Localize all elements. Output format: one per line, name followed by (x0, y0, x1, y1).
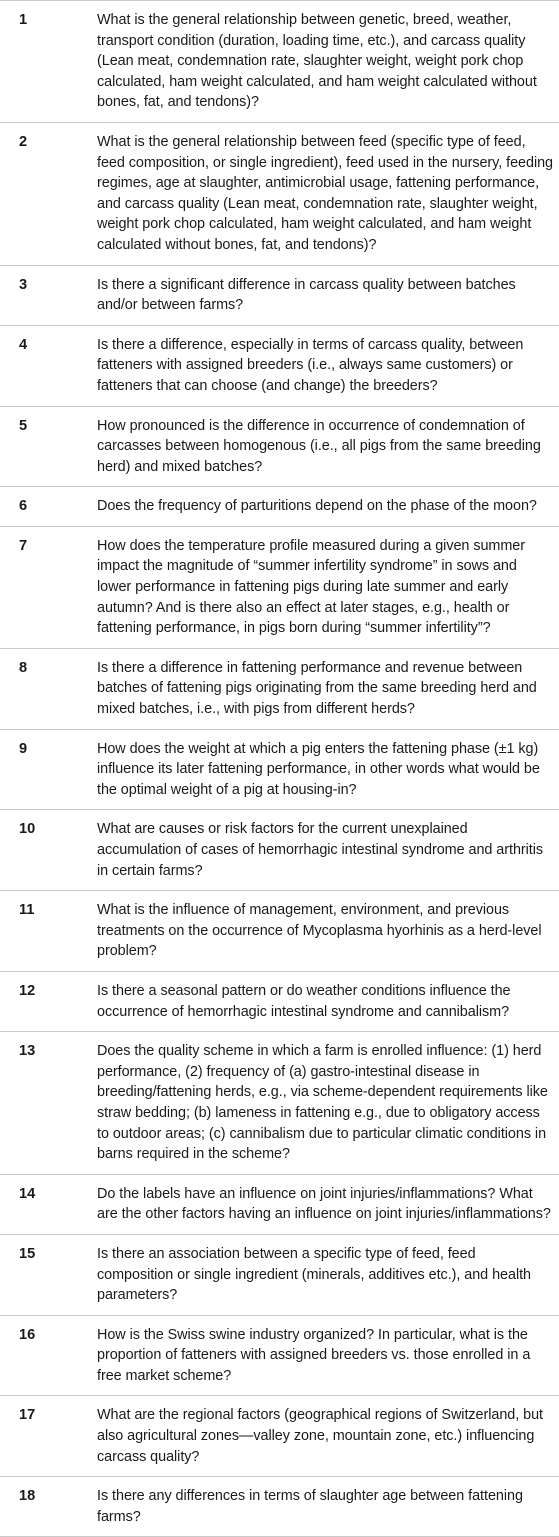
question-text: Is there a difference in fattening performance and revenue between batches of fattening pigs originating from the same breeding herd and mixed batches, i.e., with pigs from different herds? (97, 659, 537, 718)
table-row (0, 1174, 559, 1234)
question-number: 11 (19, 902, 35, 919)
table-row (0, 1396, 559, 1477)
table-row (0, 1477, 559, 1537)
table-row (0, 891, 559, 972)
question-number: 2 (19, 133, 28, 150)
question-text: Is there any differences in terms of slaughter age between fattening farms? (97, 1488, 523, 1525)
question-text: How does the temperature profile measured during a given summer impact the magnitude of “summer infertility syndrome” in sows and lower performance in fattening pigs during late summer and early autumn? And is there also an effect at later stages, e.g., health or fattening performance, in pigs born during “summer infertility”? (97, 537, 525, 637)
question-text: How is the Swiss swine industry organized? In particular, what is the proportion of fatteners with assigned breeders vs. those enrolled in a free market scheme? (97, 1326, 531, 1384)
question-text: How does the weight at which a pig enters the fattening phase (±1 kg) influence its later fattening performance, in other words what would be the optimal weight of a pig at housing-in? (97, 740, 540, 798)
question-number: 15 (19, 1245, 36, 1262)
question-text: What are the regional factors (geographical regions of Switzerland, but also agricultural zones—valley zone, mountain zone, etc.) influencing carcass quality? (97, 1407, 544, 1465)
questions-table-body (0, 1, 559, 1537)
question-number: 9 (19, 740, 28, 757)
question-text: How pronounced is the difference in occurrence of condemnation of carcasses between homogenous (i.e., all pigs from the same breeding herd) and mixed batches? (97, 417, 541, 475)
question-text: What is the influence of management, environment, and previous treatments on the occurrence of Mycoplasma hyorhinis as a herd-level problem? (97, 902, 542, 960)
question-text: Is there a difference, especially in terms of carcass quality, between fatteners with assigned breeders (i.e., always same customers) or fatteners that can choose (and change) the breeders? (97, 336, 524, 394)
table-row (0, 810, 559, 891)
question-text: Does the quality scheme in which a farm is enrolled influence: (1) herd performance, (2) frequency of (a) gastro-intestinal disease in breeding/fattening herds, e.g., via scheme-dependent requirements like straw bedding; (b) lameness in fattening e.g., due to obligatory access to outdoor areas; (c) cannibalism due to particular climatic conditions in barns required in the scheme? (97, 1043, 548, 1163)
question-text: Is there an association between a specific type of feed, feed composition or single ingredient (minerals, additives etc.), and health parameters? (97, 1245, 531, 1304)
question-text: Is there a seasonal pattern or do weather conditions influence the occurrence of hemorrhagic intestinal syndrome and cannibalism? (97, 982, 511, 1020)
question-number: 6 (19, 498, 28, 515)
question-number: 4 (19, 336, 28, 353)
table-row (0, 971, 559, 1031)
question-text: Is there a significant difference in carcass quality between batches and/or between farms? (97, 276, 516, 314)
question-number: 13 (19, 1043, 36, 1060)
question-text: What are causes or risk factors for the current unexplained accumulation of cases of hemorrhagic intestinal syndrome and arthritis in certain farms? (97, 821, 544, 879)
question-text: Does the frequency of parturitions depend on the phase of the moon? (97, 498, 537, 515)
table-row (0, 265, 559, 325)
question-number: 7 (19, 537, 28, 554)
table-row (0, 729, 559, 810)
question-number: 10 (19, 821, 36, 838)
question-number: 17 (19, 1407, 36, 1424)
question-number: 5 (19, 417, 28, 434)
question-number: 12 (19, 982, 36, 999)
table-row (0, 526, 559, 648)
question-text: What is the general relationship between genetic, breed, weather, transport condition (duration, loading time, etc.), and carcass quality (Lean meat, condemnation rate, slaughter weight, weight pork chop calculated, ham weight calculated, and ham weight calculated without bones, fat, and tendons)? (97, 12, 537, 111)
table-row (0, 1, 559, 123)
table-row (0, 648, 559, 729)
question-number: 18 (19, 1488, 36, 1505)
table-row (0, 1032, 559, 1175)
table-row (0, 325, 559, 406)
question-text: What is the general relationship between feed (specific type of feed, feed composition, or single ingredient), feed used in the nursery, feeding regimes, age at slaughter, antimicrobial usage, fattening performance, and carcass quality (Lean meat, condemnation rate, slaughter weight, weight pork chop calculated, ham weight calculated, and ham weight calculated without bones, fat, and tendons)? (97, 133, 554, 253)
table-row (0, 487, 559, 527)
table-row (0, 1315, 559, 1396)
question-number: 16 (19, 1326, 36, 1343)
table-row (0, 122, 559, 265)
question-number: 8 (19, 659, 28, 676)
table-row (0, 1234, 559, 1315)
question-number: 1 (19, 12, 28, 28)
table-row (0, 406, 559, 487)
question-number: 14 (19, 1185, 36, 1202)
question-text: Do the labels have an influence on joint injuries/inflammations? What are the other factors having an influence on joint injuries/inflammations? (97, 1185, 551, 1223)
question-number: 3 (19, 276, 28, 293)
